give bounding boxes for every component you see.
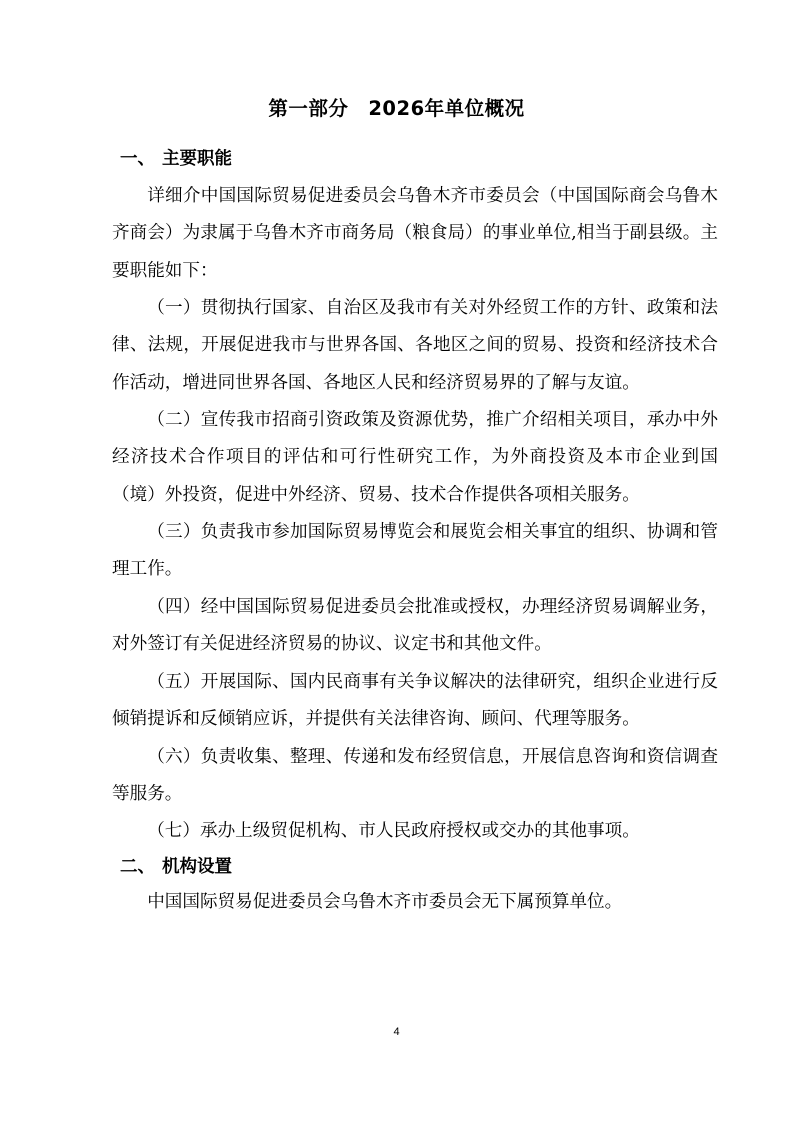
- paragraph-function-3: （三）负责我市参加国际贸易博览会和展览会相关事宜的组织、协调和管理工作。: [112, 522, 718, 580]
- paragraph-intro: 详细介中国国际贸易促进委员会乌鲁木齐市委员会（中国国际商会乌鲁木齐商会）为隶属于乌鲁木齐市商务局（粮食局）的事业单位,相当于副县级。主要职能如下：: [112, 186, 718, 281]
- paragraph-function-5: （五）开展国际、国内民商事有关争议解决的法律研究，组织企业进行反倾销提诉和反倾销应诉，并提供有关法律咨询、顾问、代理等服务。: [112, 672, 718, 730]
- section-heading-organization: [120, 855, 232, 879]
- section-title: 机构设置: [162, 857, 232, 877]
- section-title: 主要职能: [162, 149, 232, 169]
- page-title: 第一部分 2026年单位概况: [268, 97, 525, 120]
- paragraph-function-1: （一）贯彻执行国家、自治区及我市有关对外经贸工作的方针、政策和法律、法规，开展促进我市与世界各国、各地区之间的贸易、投资和经济技术合作活动，增进同世界各国、各地区人民和经济贸易界的了解与友谊。: [112, 298, 718, 393]
- page-number: 4: [393, 1026, 400, 1038]
- paragraph-function-2: （二）宣传我市招商引资政策及资源优势，推广介绍相关项目，承办中外经济技术合作项目的评估和可行性研究工作，为外商投资及本市企业到国（境）外投资，促进中外经济、贸易、技术合作提供各项相关服务。: [112, 410, 718, 505]
- paragraph-organization: 中国国际贸易促进委员会乌鲁木齐市委员会无下属预算单位。: [147, 892, 623, 912]
- section-number: 二、: [120, 857, 155, 877]
- paragraph-function-6: （六）负责收集、整理、传递和发布经贸信息，开展信息咨询和资信调查等服务。: [112, 747, 718, 805]
- paragraph-function-4: （四）经中国国际贸易促进委员会批准或授权，办理经济贸易调解业务，对外签订有关促进经济贸易的协议、议定书和其他文件。: [112, 597, 718, 655]
- section-heading-functions: [120, 147, 232, 171]
- paragraph-function-7: （七）承办上级贸促机构、市人民政府授权或交办的其他事项。: [147, 821, 640, 841]
- section-number: 一、: [120, 149, 155, 169]
